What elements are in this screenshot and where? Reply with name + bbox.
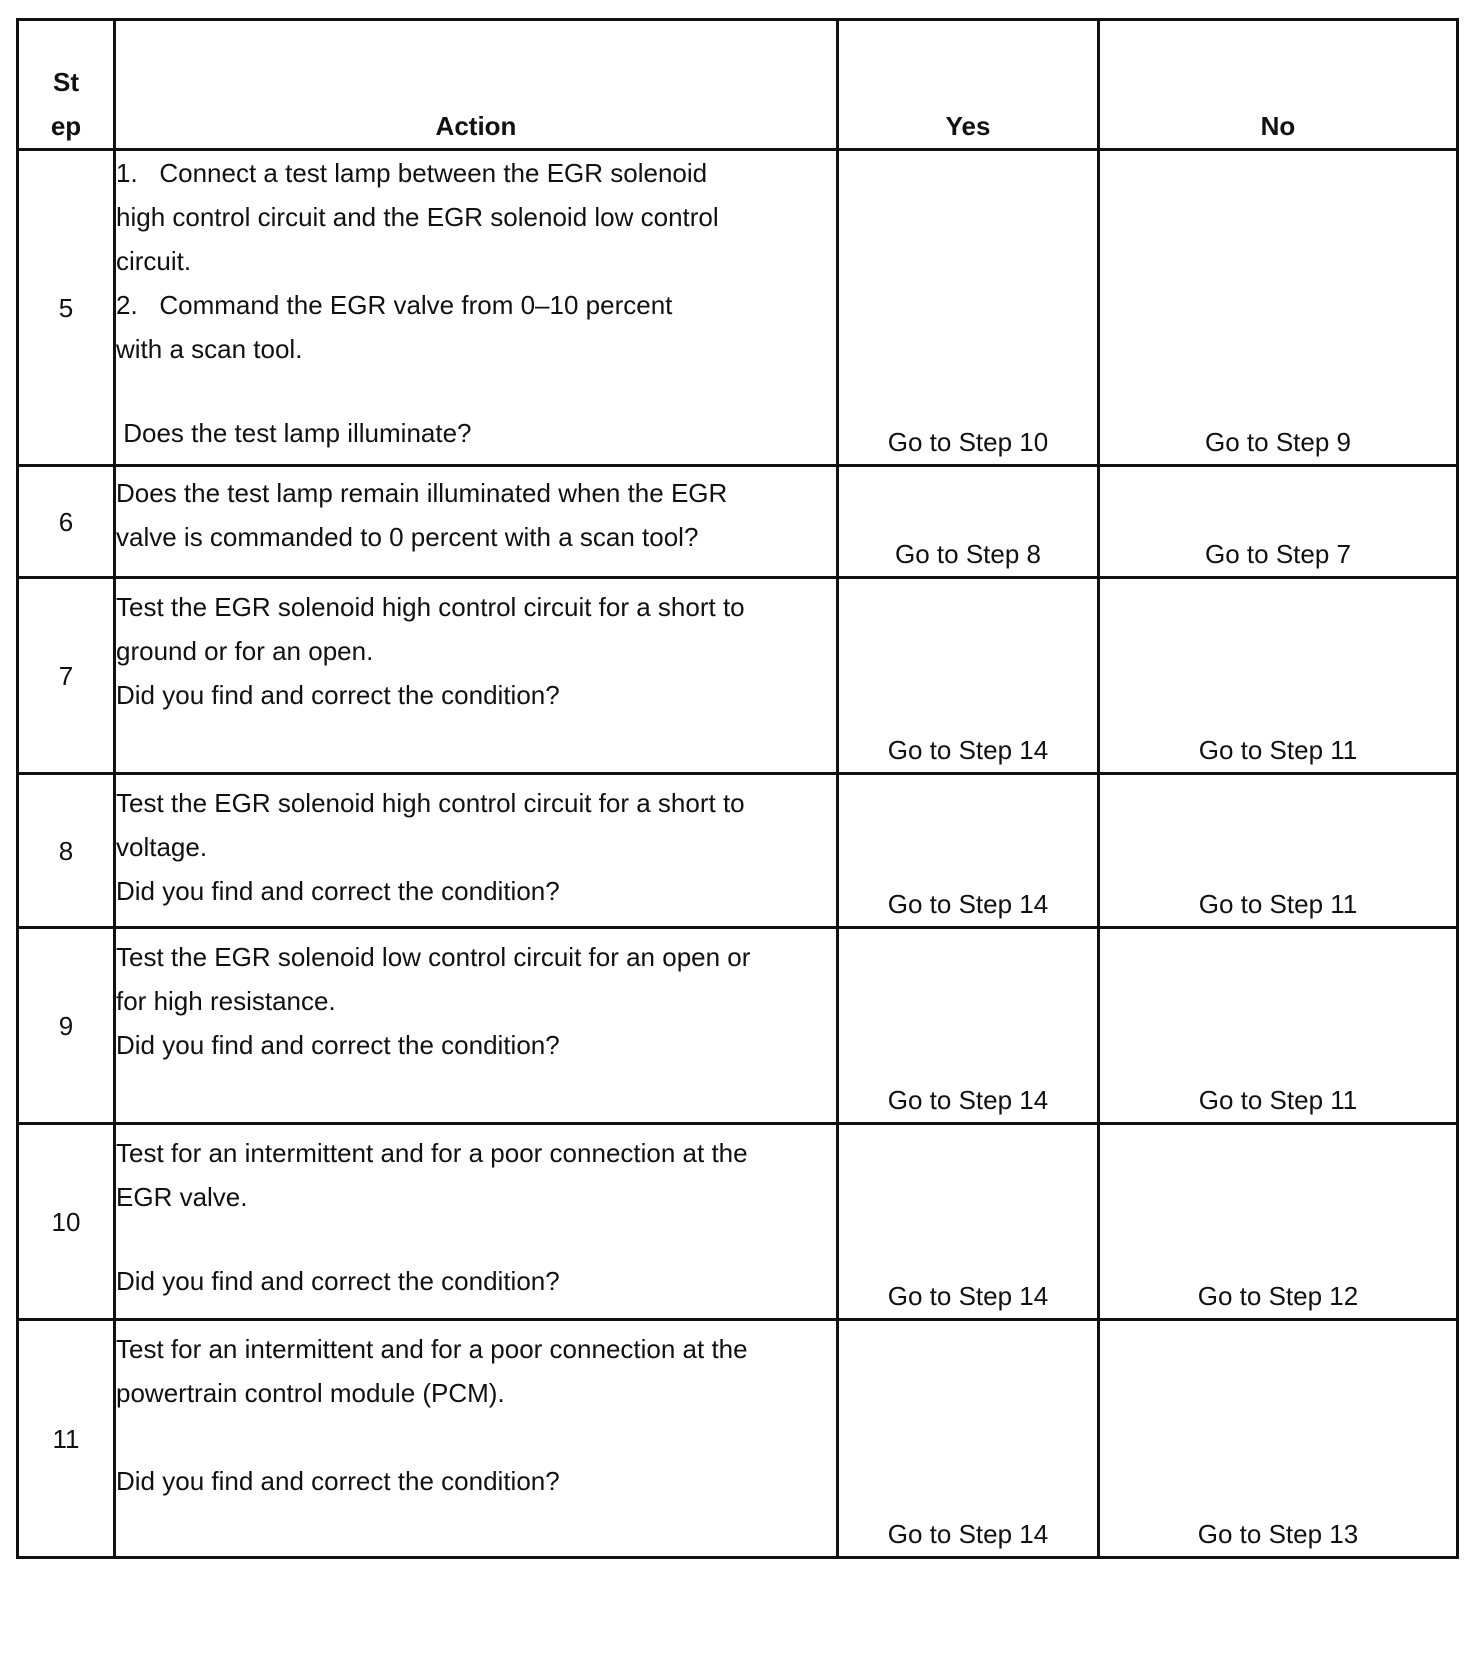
no-cell: Go to Step 11 xyxy=(1099,928,1458,1124)
action-line: Test for an intermittent and for a poor connection at the xyxy=(116,1334,748,1364)
table-row xyxy=(18,928,1458,1124)
yes-cell: Go to Step 8 xyxy=(838,466,1099,578)
yes-cell: Go to Step 14 xyxy=(838,928,1099,1124)
yes-cell: Go to Step 14 xyxy=(838,1320,1099,1558)
action-line: powertrain control module (PCM). xyxy=(116,1378,505,1408)
action-cell xyxy=(115,928,838,1124)
action-cell xyxy=(115,1320,838,1558)
step-number: 7 xyxy=(18,578,115,774)
action-line: ground or for an open. xyxy=(116,636,374,666)
action-line: voltage. xyxy=(116,832,208,862)
step-number: 6 xyxy=(18,466,115,578)
table-row xyxy=(18,1320,1458,1558)
step-number: 10 xyxy=(18,1124,115,1320)
action-question: Did you find and correct the condition? xyxy=(116,1466,560,1496)
no-cell: Go to Step 11 xyxy=(1099,774,1458,928)
action-line: 1. Connect a test lamp between the EGR solenoid xyxy=(116,158,708,188)
action-line: Test the EGR solenoid low control circuit for an open or xyxy=(116,942,751,972)
action-line: Test the EGR solenoid high control circuit for a short to xyxy=(116,788,745,818)
no-cell: Go to Step 9 xyxy=(1099,150,1458,466)
action-line: with a scan tool. xyxy=(116,334,303,364)
action-line: circuit. xyxy=(116,246,192,276)
step-number: 9 xyxy=(18,928,115,1124)
action-line: Test for an intermittent and for a poor connection at the xyxy=(116,1138,748,1168)
action-line: valve is commanded to 0 percent with a scan tool? xyxy=(116,522,699,552)
action-line: EGR valve. xyxy=(116,1182,248,1212)
yes-cell: Go to Step 10 xyxy=(838,150,1099,466)
action-line: high control circuit and the EGR solenoid low control xyxy=(116,202,719,232)
action-cell xyxy=(115,150,838,466)
action-question: Does the test lamp illuminate? xyxy=(116,418,472,448)
action-cell xyxy=(115,578,838,774)
table-row xyxy=(18,150,1458,466)
table-row xyxy=(18,774,1458,928)
action-question: Did you find and correct the condition? xyxy=(116,680,560,710)
action-question: Did you find and correct the condition? xyxy=(116,1030,560,1060)
header-no: No xyxy=(1099,20,1458,150)
diagnostic-table xyxy=(16,18,1459,1559)
header-step-line2: ep xyxy=(50,111,82,141)
action-question: Did you find and correct the condition? xyxy=(116,1266,560,1296)
no-cell: Go to Step 12 xyxy=(1099,1124,1458,1320)
action-cell xyxy=(115,1124,838,1320)
action-line: Does the test lamp remain illuminated when the EGR xyxy=(116,478,728,508)
action-cell xyxy=(115,466,838,578)
table-row xyxy=(18,1124,1458,1320)
action-line: for high resistance. xyxy=(116,986,336,1016)
no-cell: Go to Step 13 xyxy=(1099,1320,1458,1558)
action-line: 2. Command the EGR valve from 0–10 percent xyxy=(116,290,673,320)
step-number: 11 xyxy=(18,1320,115,1558)
header-action: Action xyxy=(115,20,838,150)
yes-cell: Go to Step 14 xyxy=(838,774,1099,928)
action-line: Test the EGR solenoid high control circuit for a short to xyxy=(116,592,745,622)
step-number: 5 xyxy=(18,150,115,466)
step-number: 8 xyxy=(18,774,115,928)
action-cell xyxy=(115,774,838,928)
header-row xyxy=(18,20,1458,150)
header-step-line1: St xyxy=(53,67,79,97)
yes-cell: Go to Step 14 xyxy=(838,1124,1099,1320)
no-cell: Go to Step 11 xyxy=(1099,578,1458,774)
table-row xyxy=(18,466,1458,578)
header-step xyxy=(18,20,115,150)
header-yes: Yes xyxy=(838,20,1099,150)
table-row xyxy=(18,578,1458,774)
yes-cell: Go to Step 14 xyxy=(838,578,1099,774)
action-question: Did you find and correct the condition? xyxy=(116,876,560,906)
no-cell: Go to Step 7 xyxy=(1099,466,1458,578)
